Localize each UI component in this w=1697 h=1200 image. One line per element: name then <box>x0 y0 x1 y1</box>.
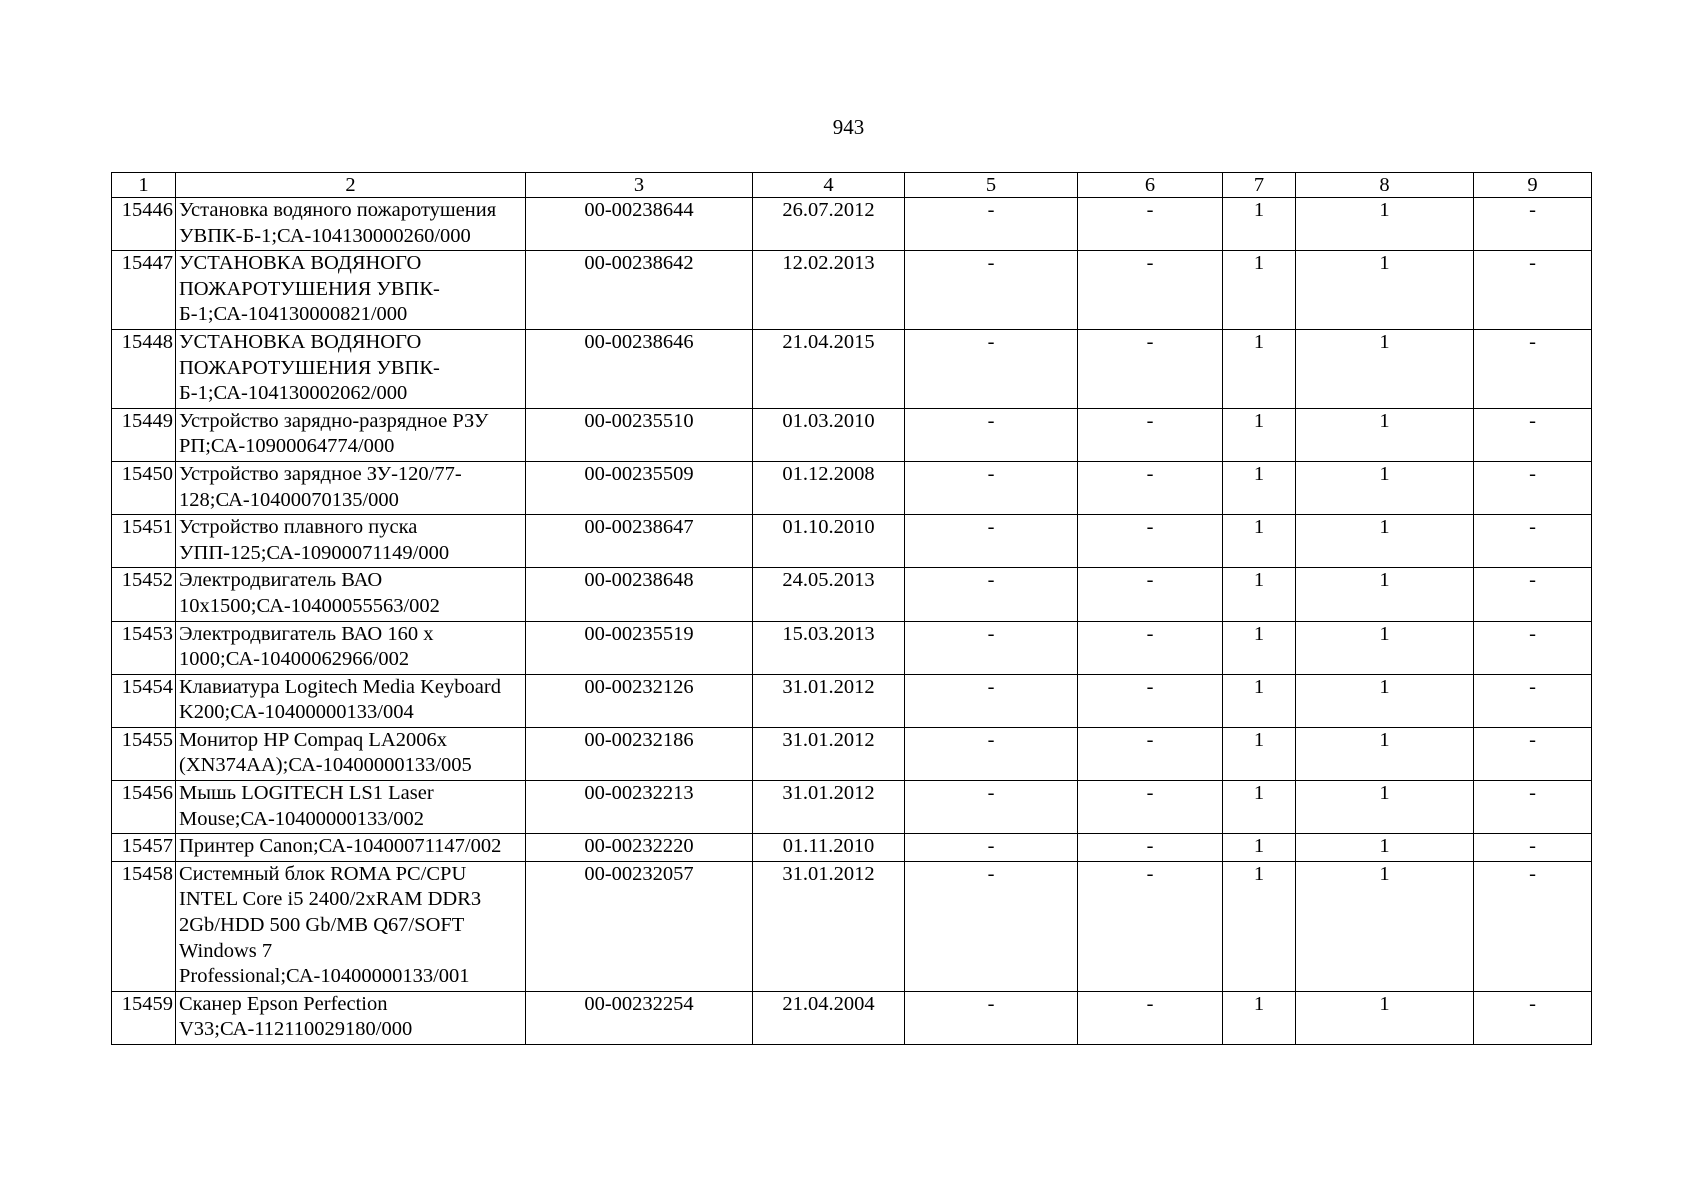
item-name-cell: Сканер Epson Perfection V33;СА-112110029180/000 <box>176 991 526 1044</box>
col6-cell: - <box>1078 198 1223 251</box>
col6-cell: - <box>1078 515 1223 568</box>
table-row <box>112 991 1592 1044</box>
header-cell: 9 <box>1474 173 1592 198</box>
col8-cell: 1 <box>1296 621 1474 674</box>
inventory-code-cell: 00-00238647 <box>526 515 753 568</box>
col8-cell: 1 <box>1296 329 1474 408</box>
table-row <box>112 198 1592 251</box>
col6-cell: - <box>1078 727 1223 780</box>
col8-cell: 1 <box>1296 674 1474 727</box>
col8-cell: 1 <box>1296 251 1474 330</box>
col7-cell: 1 <box>1223 781 1296 834</box>
row-number-cell: 15452 <box>112 568 176 621</box>
col8-cell: 1 <box>1296 727 1474 780</box>
date-cell: 21.04.2004 <box>753 991 905 1044</box>
inventory-code-cell: 00-00238644 <box>526 198 753 251</box>
col9-cell: - <box>1474 329 1592 408</box>
header-cell: 5 <box>905 173 1078 198</box>
col7-cell: 1 <box>1223 621 1296 674</box>
col8-cell: 1 <box>1296 861 1474 991</box>
col6-cell: - <box>1078 834 1223 862</box>
col5-cell: - <box>905 861 1078 991</box>
table-row <box>112 461 1592 514</box>
row-number-cell: 15456 <box>112 781 176 834</box>
col5-cell: - <box>905 727 1078 780</box>
col5-cell: - <box>905 198 1078 251</box>
col9-cell: - <box>1474 198 1592 251</box>
col9-cell: - <box>1474 991 1592 1044</box>
row-number-cell: 15451 <box>112 515 176 568</box>
date-cell: 31.01.2012 <box>753 674 905 727</box>
item-name-cell: Системный блок ROMA PC/CPU INTEL Core i5 2400/2xRAM DDR3 2Gb/HDD 500 Gb/MB Q67/SOFT Windows 7 Professional;СА-10400000133/001 <box>176 861 526 991</box>
date-cell: 12.02.2013 <box>753 251 905 330</box>
header-cell: 8 <box>1296 173 1474 198</box>
table-body <box>112 173 1592 1045</box>
row-number-cell: 15450 <box>112 461 176 514</box>
item-name-cell: Устройство зарядное ЗУ-120/77-128;СА-10400070135/000 <box>176 461 526 514</box>
item-name-cell: Принтер Canon;СА-10400071147/002 <box>176 834 526 862</box>
col5-cell: - <box>905 515 1078 568</box>
row-number-cell: 15449 <box>112 408 176 461</box>
row-number-cell: 15447 <box>112 251 176 330</box>
inventory-code-cell: 00-00238648 <box>526 568 753 621</box>
col9-cell: - <box>1474 461 1592 514</box>
col8-cell: 1 <box>1296 198 1474 251</box>
table-row <box>112 834 1592 862</box>
col9-cell: - <box>1474 781 1592 834</box>
item-name-cell: Электродвигатель ВАО 160 х 1000;СА-10400062966/002 <box>176 621 526 674</box>
table-row <box>112 515 1592 568</box>
table-row <box>112 621 1592 674</box>
header-row <box>112 173 1592 198</box>
table-row <box>112 727 1592 780</box>
date-cell: 01.03.2010 <box>753 408 905 461</box>
date-cell: 26.07.2012 <box>753 198 905 251</box>
col6-cell: - <box>1078 781 1223 834</box>
col5-cell: - <box>905 674 1078 727</box>
col7-cell: 1 <box>1223 329 1296 408</box>
col5-cell: - <box>905 329 1078 408</box>
item-name-cell: Установка водяного пожаротушения УВПК-Б-1;СА-104130000260/000 <box>176 198 526 251</box>
col6-cell: - <box>1078 861 1223 991</box>
col9-cell: - <box>1474 515 1592 568</box>
col8-cell: 1 <box>1296 408 1474 461</box>
inventory-code-cell: 00-00232213 <box>526 781 753 834</box>
col5-cell: - <box>905 834 1078 862</box>
col8-cell: 1 <box>1296 781 1474 834</box>
col6-cell: - <box>1078 461 1223 514</box>
col6-cell: - <box>1078 568 1223 621</box>
row-number-cell: 15455 <box>112 727 176 780</box>
header-cell: 4 <box>753 173 905 198</box>
col7-cell: 1 <box>1223 674 1296 727</box>
col6-cell: - <box>1078 991 1223 1044</box>
row-number-cell: 15454 <box>112 674 176 727</box>
item-name-cell: Устройство плавного пуска УПП-125;СА-10900071149/000 <box>176 515 526 568</box>
header-cell: 7 <box>1223 173 1296 198</box>
inventory-code-cell: 00-00235519 <box>526 621 753 674</box>
col9-cell: - <box>1474 408 1592 461</box>
inventory-code-cell: 00-00232126 <box>526 674 753 727</box>
inventory-code-cell: 00-00238642 <box>526 251 753 330</box>
row-number-cell: 15448 <box>112 329 176 408</box>
row-number-cell: 15458 <box>112 861 176 991</box>
row-number-cell: 15453 <box>112 621 176 674</box>
col5-cell: - <box>905 991 1078 1044</box>
table-row <box>112 674 1592 727</box>
date-cell: 31.01.2012 <box>753 861 905 991</box>
table-row <box>112 251 1592 330</box>
item-name-cell: Устройство зарядно-разрядное РЗУ РП;СА-10900064774/000 <box>176 408 526 461</box>
inventory-code-cell: 00-00235509 <box>526 461 753 514</box>
inventory-code-cell: 00-00235510 <box>526 408 753 461</box>
col5-cell: - <box>905 461 1078 514</box>
col9-cell: - <box>1474 674 1592 727</box>
inventory-code-cell: 00-00232186 <box>526 727 753 780</box>
col7-cell: 1 <box>1223 461 1296 514</box>
header-cell: 2 <box>176 173 526 198</box>
col7-cell: 1 <box>1223 408 1296 461</box>
col7-cell: 1 <box>1223 198 1296 251</box>
col7-cell: 1 <box>1223 251 1296 330</box>
inventory-code-cell: 00-00232220 <box>526 834 753 862</box>
col7-cell: 1 <box>1223 515 1296 568</box>
col7-cell: 1 <box>1223 727 1296 780</box>
col6-cell: - <box>1078 408 1223 461</box>
col9-cell: - <box>1474 251 1592 330</box>
col6-cell: - <box>1078 329 1223 408</box>
row-number-cell: 15457 <box>112 834 176 862</box>
col7-cell: 1 <box>1223 991 1296 1044</box>
row-number-cell: 15446 <box>112 198 176 251</box>
date-cell: 31.01.2012 <box>753 727 905 780</box>
date-cell: 15.03.2013 <box>753 621 905 674</box>
col6-cell: - <box>1078 621 1223 674</box>
header-cell: 3 <box>526 173 753 198</box>
col5-cell: - <box>905 621 1078 674</box>
table-row <box>112 861 1592 991</box>
col5-cell: - <box>905 408 1078 461</box>
col9-cell: - <box>1474 727 1592 780</box>
row-number-cell: 15459 <box>112 991 176 1044</box>
item-name-cell: УСТАНОВКА ВОДЯНОГО ПОЖАРОТУШЕНИЯ УВПК-Б-1;СА-104130000821/000 <box>176 251 526 330</box>
date-cell: 31.01.2012 <box>753 781 905 834</box>
date-cell: 21.04.2015 <box>753 329 905 408</box>
page-number: 943 <box>832 115 865 139</box>
col8-cell: 1 <box>1296 834 1474 862</box>
col8-cell: 1 <box>1296 515 1474 568</box>
table-row <box>112 568 1592 621</box>
inventory-code-cell: 00-00232254 <box>526 991 753 1044</box>
table-row <box>112 408 1592 461</box>
header-cell: 1 <box>112 173 176 198</box>
col8-cell: 1 <box>1296 568 1474 621</box>
col7-cell: 1 <box>1223 568 1296 621</box>
item-name-cell: Электродвигатель ВАО 10х1500;СА-10400055563/002 <box>176 568 526 621</box>
item-name-cell: Монитор HP Compaq LA2006x (XN374AA);СА-10400000133/005 <box>176 727 526 780</box>
col8-cell: 1 <box>1296 461 1474 514</box>
col5-cell: - <box>905 781 1078 834</box>
col7-cell: 1 <box>1223 861 1296 991</box>
col5-cell: - <box>905 251 1078 330</box>
inventory-code-cell: 00-00232057 <box>526 861 753 991</box>
header-cell: 6 <box>1078 173 1223 198</box>
col6-cell: - <box>1078 674 1223 727</box>
item-name-cell: УСТАНОВКА ВОДЯНОГО ПОЖАРОТУШЕНИЯ УВПК-Б-1;СА-104130002062/000 <box>176 329 526 408</box>
col7-cell: 1 <box>1223 834 1296 862</box>
inventory-code-cell: 00-00238646 <box>526 329 753 408</box>
date-cell: 01.11.2010 <box>753 834 905 862</box>
item-name-cell: Мышь LOGITECH LS1 Laser Mouse;СА-10400000133/002 <box>176 781 526 834</box>
col9-cell: - <box>1474 834 1592 862</box>
col9-cell: - <box>1474 621 1592 674</box>
date-cell: 01.12.2008 <box>753 461 905 514</box>
col5-cell: - <box>905 568 1078 621</box>
col6-cell: - <box>1078 251 1223 330</box>
item-name-cell: Клавиатура Logitech Media Keyboard K200;СА-10400000133/004 <box>176 674 526 727</box>
table-row <box>112 329 1592 408</box>
col8-cell: 1 <box>1296 991 1474 1044</box>
registry-table <box>111 172 1592 1045</box>
table-row <box>112 781 1592 834</box>
date-cell: 24.05.2013 <box>753 568 905 621</box>
col9-cell: - <box>1474 861 1592 991</box>
date-cell: 01.10.2010 <box>753 515 905 568</box>
col9-cell: - <box>1474 568 1592 621</box>
